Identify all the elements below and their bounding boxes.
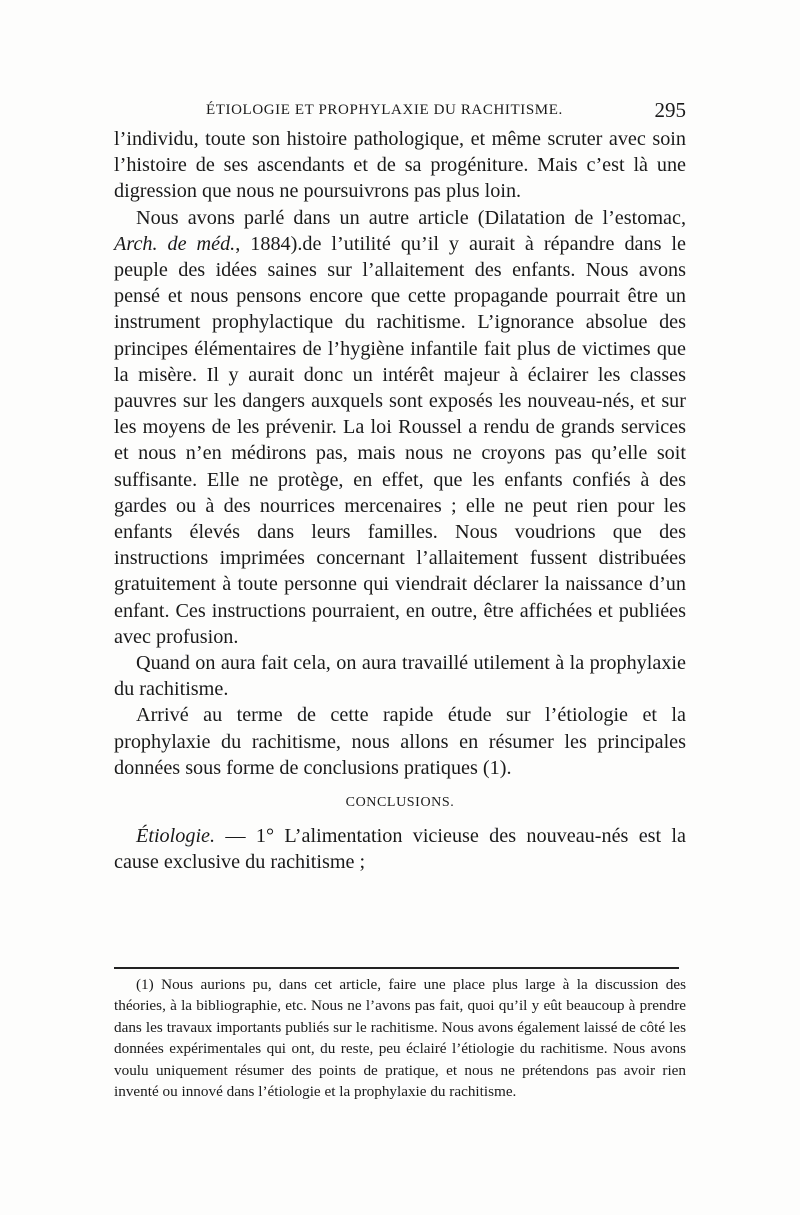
- page-number: 295: [654, 98, 686, 122]
- paragraph-2-rest: , 1884).de l’utilité qu’il y aurait à répandre dans le peuple des idées saines sur l’allaitement des enfants. Nous avons pensé et nous pensons encore que cette propagande pourrait être un instrument prophylactique du rachitisme. L’ignorance absolue des principes élémentaires de l’hygiène infantile fait plus de victimes que la misère. Il y aurait donc un intérêt majeur à éclairer les classes pauvres sur les dangers auxquels sont exposés les nouveau-nés, et sur les moyens de les prévenir. La loi Roussel a rendu de grands services et nous n’en médirons pas, mais nous ne croyons pas qu’elle soit suffisante. Elle ne protège, en effet, que les enfants confiés à des gardes ou à des nourrices mercenaires ; elle ne peut rien pour les enfants élevés dans leurs familles. Nous voudrions que des instructions imprimées concernant l’allaitement fussent distribuées gratuitement à toute personne qui viendrait déclarer la naissance d’un enfant. Ces instructions pourraient, en outre, être affichées et publiées avec profusion.: [114, 232, 686, 648]
- paragraph-5-rest: — 1° L’alimentation vicieuse des nouveau-nés est la cause exclusive du rachitisme ;: [114, 825, 686, 874]
- running-title: ÉTIOLOGIE ET PROPHYLAXIE DU RACHITISME.: [206, 102, 563, 118]
- paragraph-2-start: Nous avons parlé dans un autre article (Dilatation de l’estomac,: [136, 206, 686, 229]
- paragraph-4: Arrivé au terme de cette rapide étude sur l’étiologie et la prophylaxie du rachitisme, nous allons en résumer les principales données sous forme de conclusions pratiques (1).: [114, 704, 686, 779]
- footnote: [114, 974, 686, 1102]
- journal-citation: Arch. de méd.: [114, 232, 236, 255]
- body-text: [114, 126, 686, 875]
- footnote-divider: [114, 967, 679, 969]
- footnote-text: (1) Nous aurions pu, dans cet article, faire une place plus large à la discussion des théories, à la bibliographie, etc. Nous ne l’avons pas fait, quoi qu’il y eût beaucoup à prendre dans les travaux importants publiés sur le rachitisme. Nous avons également laissé de côté les données expérimentales qui ont, du reste, peu éclairé l’étiologie du rachitisme. Nous avons voulu uniquement résumer des points de pratique, et nous ne prétendons pas avoir rien inventé ou innové dans l’étiologie et la prophylaxie du rachitisme.: [114, 976, 686, 1101]
- running-head: [114, 98, 686, 124]
- paragraph-5: [114, 823, 686, 875]
- etiologie-label: Étiologie.: [136, 825, 216, 848]
- paragraph-2: [114, 205, 686, 650]
- section-heading: CONCLUSIONS.: [345, 795, 455, 811]
- paragraph-3: Quand on aura fait cela, on aura travaillé utilement à la prophylaxie du rachitisme.: [114, 652, 686, 701]
- paragraph-1: l’individu, toute son histoire pathologique, et même scruter avec soin l’histoire de ses ascendants et de sa progéniture. Mais c’est là une digression que nous ne poursuivrons pas plus loin.: [114, 128, 686, 203]
